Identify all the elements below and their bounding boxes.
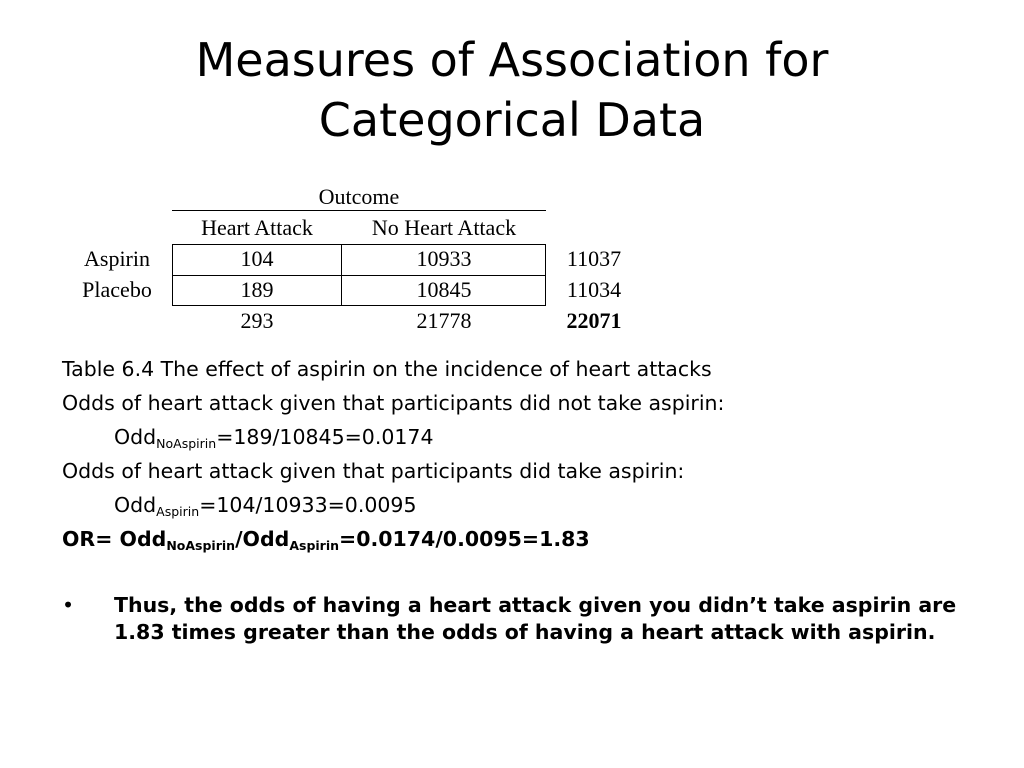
bullet-point-icon: • (62, 593, 75, 617)
outcome-header: Outcome (318, 184, 400, 209)
column-total-heart-attack: 293 (240, 308, 274, 333)
cell-placebo-heart-attack: 189 (240, 277, 274, 302)
column-header-no-heart-attack: No Heart Attack (371, 215, 517, 240)
row-label-placebo: Placebo (82, 277, 152, 302)
explanation-text (62, 352, 982, 556)
contingency-table (62, 182, 642, 342)
row-total-placebo: 11034 (566, 277, 622, 302)
odds-aspirin-label: Odds of heart attack given that participants did take aspirin: (62, 459, 685, 483)
or-divider-text: /Odd (235, 527, 290, 551)
column-header-heart-attack: Heart Attack (201, 215, 313, 240)
or-subscript-aspirin: Aspirin (289, 538, 340, 553)
grand-total: 22071 (566, 308, 622, 333)
conclusion-bullet (62, 592, 972, 646)
conclusion-text: Thus, the odds of having a heart attack given you didn’t take aspirin are 1.83 times greater than the odds of having a heart attack with aspirin. (114, 593, 957, 644)
cell-aspirin-heart-attack: 104 (240, 246, 274, 271)
slide-title-line-2: Categorical Data (318, 93, 706, 147)
odds-no-aspirin-label: Odds of heart attack given that participants did not take aspirin: (62, 391, 725, 415)
row-label-aspirin: Aspirin (84, 246, 150, 271)
outcome-header-rule (172, 210, 546, 211)
or-prefix: OR= Odd (62, 527, 167, 551)
cell-aspirin-no-heart-attack: 10933 (416, 246, 472, 271)
slide-title-line-1: Measures of Association for (195, 33, 829, 87)
or-value: =0.0174/0.0095=1.83 (339, 527, 590, 551)
row-total-aspirin: 11037 (566, 246, 622, 271)
formula-subscript-aspirin: Aspirin (156, 504, 200, 519)
formula-odd-text: Odd (114, 493, 157, 517)
table-caption: Table 6.4 The effect of aspirin on the incidence of heart attacks (62, 357, 712, 381)
formula-value: =104/10933=0.0095 (199, 493, 417, 517)
formula-value: =189/10845=0.0174 (216, 425, 434, 449)
column-total-no-heart-attack: 21778 (416, 308, 472, 333)
odds-no-aspirin-formula (62, 420, 982, 454)
formula-odd-text: Odd (114, 425, 157, 449)
cell-placebo-no-heart-attack: 10845 (416, 277, 472, 302)
slide-title (0, 30, 1024, 150)
odds-aspirin-formula (62, 488, 982, 522)
odds-ratio-formula (62, 522, 982, 556)
formula-subscript-noaspirin: NoAspirin (156, 436, 217, 451)
or-subscript-noaspirin: NoAspirin (166, 538, 236, 553)
